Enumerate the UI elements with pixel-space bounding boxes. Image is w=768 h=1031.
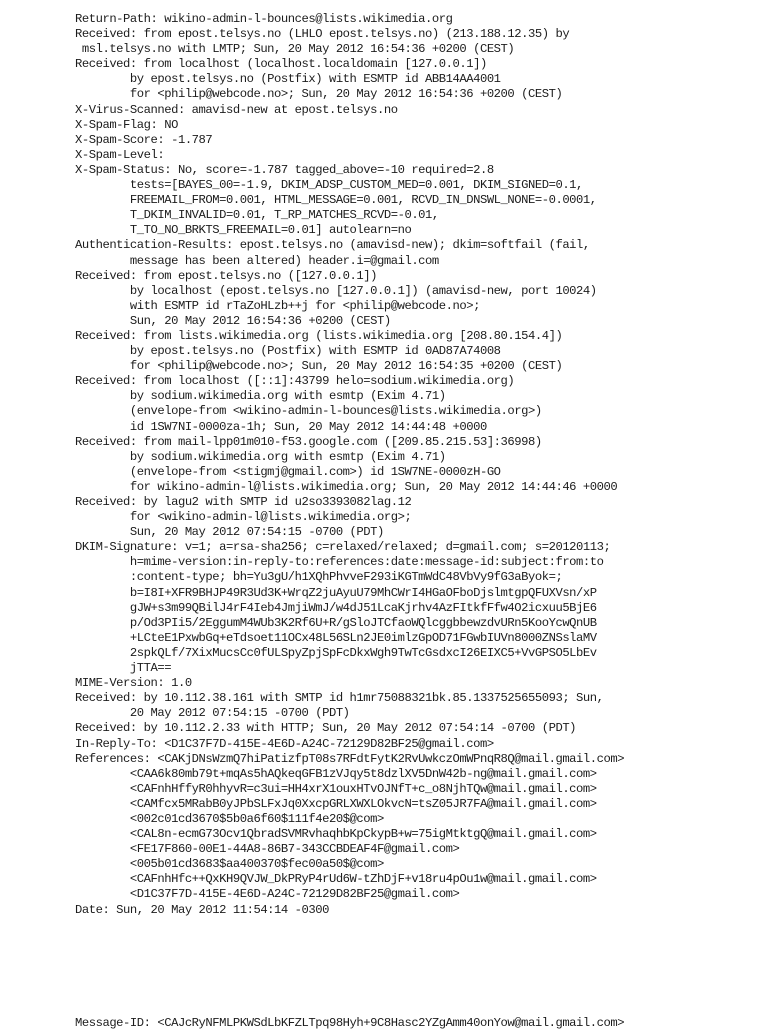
header-line: for <wikino-admin-l@lists.wikimedia.org>; [75,510,412,525]
header-line: X-Spam-Level: [75,147,165,162]
header-line: for wikino-admin-l@lists.wikimedia.org; Sun, 20 May 2012 14:44:46 +0000 [75,479,618,494]
header-line: by epost.telsys.no (Postfix) with ESMTP id 0AD87A74008 [75,344,501,359]
header-line: X-Spam-Status: No, score=-1.787 tagged_above=-10 required=2.8 [75,162,494,177]
header-line: gJW+s3m99QBilJ4rF4Ieb4JmjiWmJ/w4dJ51LcaKjrhv4AzFItkfFfw4O2icxuu5BjE6 [75,600,597,615]
header-line: MIME-Version: 1.0 [75,676,192,691]
header-line: Received: by 10.112.38.161 with SMTP id h1mr75088321bk.85.1337525655093; Sun, [75,691,604,706]
header-lines [75,12,765,918]
header-line: X-Spam-Score: -1.787 [75,132,213,147]
header-line: 2spkQLf/7XixMucsCc0fULSpyZpjSpFcDkxWgh9TwTcGsdxcI26EIXC5+VvGPSO5LbEv [75,645,597,660]
email-headers-document [75,12,765,1031]
header-line: <FE17F860-00E1-44A8-86B7-343CCBDEAF4F@gmail.com> [75,842,460,857]
header-line: FREEMAIL_FROM=0.001, HTML_MESSAGE=0.001, RCVD_IN_DNSWL_NONE=-0.0001, [75,193,597,208]
header-line: tests=[BAYES_00=-1.9, DKIM_ADSP_CUSTOM_MED=0.001, DKIM_SIGNED=0.1, [75,178,583,193]
header-line: Return-Path: wikino-admin-l-bounces@lists.wikimedia.org [75,12,453,26]
header-line: h=mime-version:in-reply-to:references:date:message-id:subject:from:to [75,555,604,570]
header-line: <D1C37F7D-415E-4E6D-A24C-72129D82BF25@gmail.com> [75,887,460,902]
header-line: Received: from localhost (localhost.localdomain [127.0.0.1]) [75,57,487,72]
header-line: T_TO_NO_BRKTS_FREEMAIL=0.01] autolearn=no [75,223,412,238]
header-line: Received: from lists.wikimedia.org (lists.wikimedia.org [208.80.154.4]) [75,328,563,343]
header-line: id 1SW7NI-0000za-1h; Sun, 20 May 2012 14:44:48 +0000 [75,419,487,434]
header-line: msl.telsys.no with LMTP; Sun, 20 May 2012 16:54:36 +0200 (CEST) [75,42,515,57]
header-line: <002c01cd3670$5b0a6f60$111f4e20$@com> [75,811,384,826]
header-line: jTTA== [75,661,172,676]
header-line: Received: from epost.telsys.no (LHLO epost.telsys.no) (213.188.12.35) by [75,27,570,42]
header-line: Received: by lagu2 with SMTP id u2so3393082lag.12 [75,495,412,509]
header-line: by localhost (epost.telsys.no [127.0.0.1]) (amavisd-new, port 10024) [75,283,597,298]
header-line: Sun, 20 May 2012 07:54:15 -0700 (PDT) [75,525,384,540]
header-line: <CAFnhHffyR0hhyvR=c3ui=HH4xrX1ouxHTvOJNfT+c_o8NjhTQw@mail.gmail.com> [75,781,597,796]
header-line: by sodium.wikimedia.org with esmtp (Exim 4.71) [75,449,446,464]
message-id-line: Message-ID: <CAJcRyNFMLPKWSdLbKFZLTpq98Hyh+9C8Hasc2YZgAmm40onYow@mail.gmail.com> [75,1015,625,1030]
header-line: T_DKIM_INVALID=0.01, T_RP_MATCHES_RCVD=-0.01, [75,208,439,223]
header-line: for <philip@webcode.no>; Sun, 20 May 2012 16:54:35 +0200 (CEST) [75,359,563,374]
header-line: In-Reply-To: <D1C37F7D-415E-4E6D-A24C-72129D82BF25@gmail.com> [75,736,494,751]
header-line: Authentication-Results: epost.telsys.no (amavisd-new); dkim=softfail (fail, [75,238,590,253]
header-line: p/Od3PIi5/2EggumM4WUb3K2Rf6U+R/gSloJTCfaoWQlcggbbewzdvURn5KooYcwQnUB [75,615,597,630]
header-line: Date: Sun, 20 May 2012 11:54:14 -0300 [75,902,329,917]
header-line: <005b01cd3683$aa400370$fec00a50$@com> [75,857,384,872]
header-line: X-Spam-Flag: NO [75,117,178,132]
header-line: by sodium.wikimedia.org with esmtp (Exim 4.71) [75,389,446,404]
header-line: (envelope-from <wikino-admin-l-bounces@lists.wikimedia.org>) [75,404,542,419]
header-line: <CAA6k80mb79t+mqAs5hAQkeqGFB1zVJqy5t8dzlXV5DnW42b-ng@mail.gmail.com> [75,766,597,781]
header-line: 20 May 2012 07:54:15 -0700 (PDT) [75,706,350,721]
header-line: by epost.telsys.no (Postfix) with ESMTP id ABB14AA4001 [75,72,501,87]
header-line: References: <CAKjDNsWzmQ7hiPatizfpT08s7RFdtFytK2RvUwkczOmWPnqR8Q@mail.gmail.com> [75,751,625,766]
header-line: :content-type; bh=Yu3gU/h1XQhPhvveF293iKGTmWdC48VbVy9fG3aByok=; [75,570,563,585]
header-line: Received: from localhost ([::1]:43799 helo=sodium.wikimedia.org) [75,374,515,389]
header-line: <CAL8n-ecmG73Ocv1QbradSVMRvhaqhbKpCkypB+w=75igMtktgQ@mail.gmail.com> [75,827,597,842]
header-line: Received: by 10.112.2.33 with HTTP; Sun, 20 May 2012 07:54:14 -0700 (PDT) [75,721,577,736]
header-line: <CAMfcx5MRabB0yJPbSLFxJq0XxcpGRLXWXLOkvcN=tsZ05JR7FA@mail.gmail.com> [75,796,597,811]
header-line: b=I8I+XFR9BHJP49R3Ud3K+WrqZ2juAyuU79MhCWrI4HGaOFboDjslmtgpQFUXVsn/xP [75,585,597,600]
header-line: message has been altered) header.i=@gmail.com [75,253,439,268]
header-line: with ESMTP id rTaZoHLzb++j for <philip@webcode.no>; [75,298,480,313]
header-line: for <philip@webcode.no>; Sun, 20 May 2012 16:54:36 +0200 (CEST) [75,87,563,102]
header-line: Received: from epost.telsys.no ([127.0.0.1]) [75,268,378,283]
header-line: Received: from mail-lpp01m010-f53.google.com ([209.85.215.53]:36998) [75,434,542,449]
header-line: <CAFnhHfc++QxKH9QVJW_DkPRyP4rUd6W-tZhDjF+v18ru4pOu1w@mail.gmail.com> [75,872,597,887]
header-line: Sun, 20 May 2012 16:54:36 +0200 (CEST) [75,313,391,328]
blank-gap [75,918,765,1016]
header-line: +LCteE1PxwbGq+eTdsoet11OCx48L56SLn2JE0imlzGpOD71FGwbIUVn8000ZNSslaMV [75,630,597,645]
header-line: (envelope-from <stigmj@gmail.com>) id 1SW7NE-0000zH-GO [75,464,501,479]
header-line: X-Virus-Scanned: amavisd-new at epost.telsys.no [75,102,398,117]
header-line: DKIM-Signature: v=1; a=rsa-sha256; c=relaxed/relaxed; d=gmail.com; s=20120113; [75,540,611,555]
